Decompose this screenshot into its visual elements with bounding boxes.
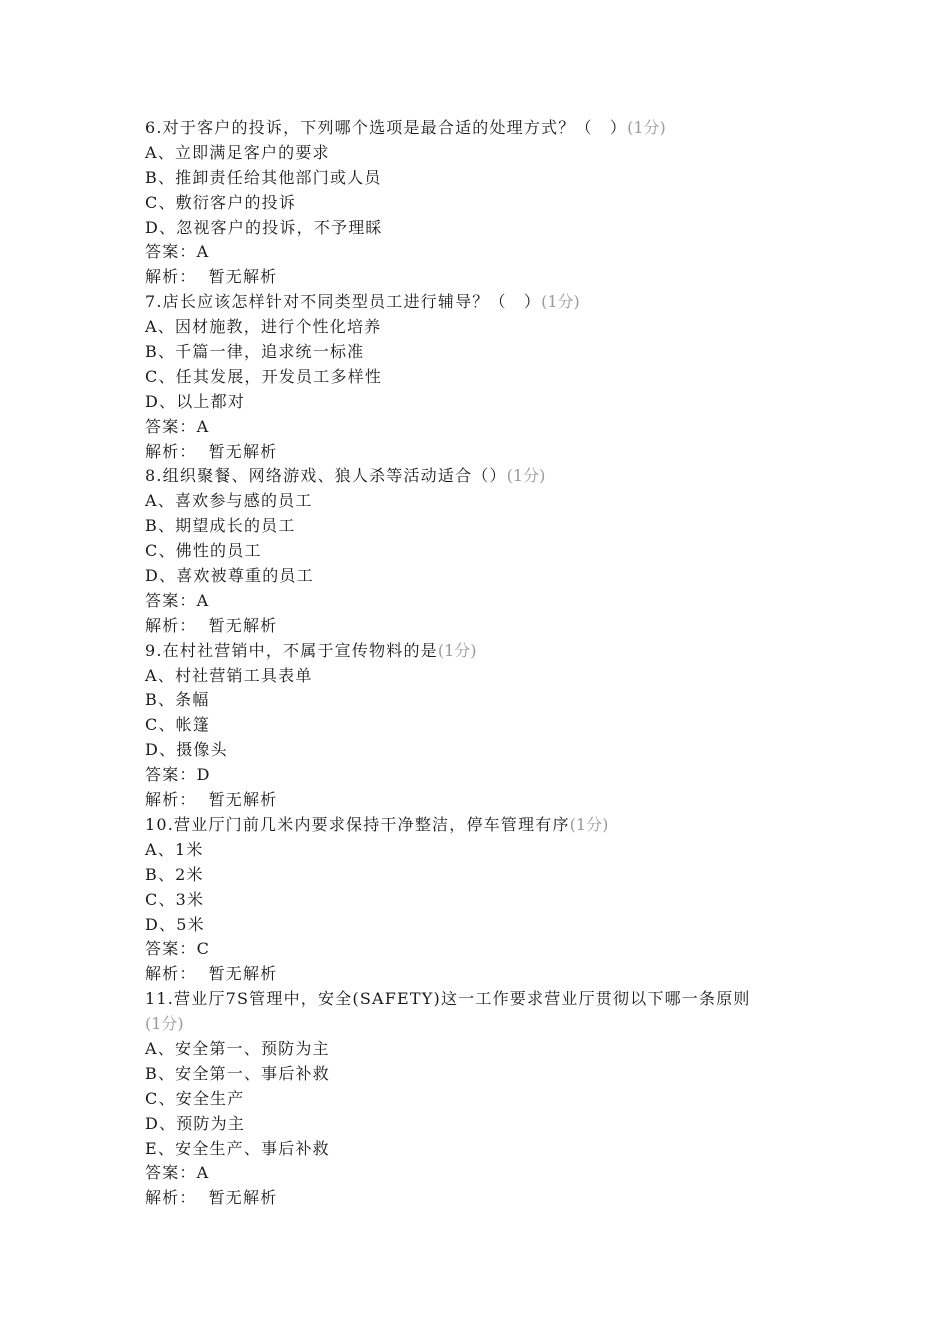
question-stem: 11.营业厅7S管理中，安全(SAFETY)这一工作要求营业厅贯彻以下哪一条原则: [145, 989, 751, 1009]
question-stem: 8.组织聚餐、网络游戏、狼人杀等活动适合（）(1分): [145, 466, 546, 486]
question-score: (1分): [541, 292, 580, 312]
answer-line: 答案：D: [145, 765, 211, 785]
option-a: A、村社营销工具表单: [145, 665, 313, 685]
analysis-value: 暂无解析: [208, 790, 278, 810]
question-score: (1分): [506, 466, 546, 486]
option-c: C、安全生产: [145, 1088, 245, 1108]
option-a: A、安全第一、预防为主: [145, 1038, 330, 1058]
analysis-line: 解析： 暂无解析: [145, 964, 278, 984]
option-b: B、2米: [145, 864, 204, 884]
answer-line: 答案：A: [145, 416, 210, 436]
question-score: (1分): [437, 640, 477, 660]
option-e: E、安全生产、事后补救: [145, 1138, 330, 1158]
analysis-value: 暂无解析: [208, 964, 278, 984]
answer-line: 答案：A: [145, 590, 210, 610]
option-d: D、喜欢被尊重的员工: [145, 566, 314, 586]
answer-line: 答案：A: [145, 242, 210, 262]
question-stem: 10.营业厅门前几米内要求保持干净整洁，停车管理有序(1分): [145, 814, 609, 834]
option-d: D、以上都对: [145, 391, 246, 411]
analysis-value: 暂无解析: [208, 267, 278, 287]
option-a: A、1米: [145, 839, 204, 859]
analysis-line: 解析： 暂无解析: [145, 441, 278, 461]
option-d: D、忽视客户的投诉，不予理睬: [145, 217, 383, 237]
option-c: C、敷衍客户的投诉: [145, 192, 297, 212]
option-c: C、3米: [145, 889, 205, 909]
option-d: D、预防为主: [145, 1113, 246, 1133]
option-a: A、因材施教，进行个性化培养: [145, 317, 382, 337]
answer-value: A: [196, 416, 210, 436]
question-score: (1分): [627, 118, 666, 137]
question-stem: 6.对于客户的投诉，下列哪个选项是最合适的处理方式？（ ）(1分): [145, 118, 666, 137]
option-b: B、条幅: [145, 690, 210, 710]
question-stem: 7.店长应该怎样针对不同类型员工进行辅导？（ ）(1分): [145, 292, 580, 312]
analysis-line: 解析： 暂无解析: [145, 267, 278, 287]
answer-value: A: [196, 1163, 210, 1183]
analysis-line: 解析： 暂无解析: [145, 1188, 278, 1208]
analysis-line: 解析： 暂无解析: [145, 790, 278, 810]
analysis-value: 暂无解析: [208, 441, 278, 461]
option-d: D、5米: [145, 914, 205, 934]
document-page: [145, 116, 845, 1211]
option-d: D、摄像头: [145, 740, 228, 760]
answer-line: 答案：C: [145, 939, 211, 959]
question-block: [145, 290, 845, 464]
analysis-value: 暂无解析: [208, 1188, 278, 1208]
option-c: C、任其发展，开发员工多样性: [145, 366, 383, 386]
question-block: [145, 813, 845, 987]
analysis-value: 暂无解析: [208, 615, 278, 635]
option-c: C、帐篷: [145, 715, 211, 735]
option-a: A、立即满足客户的要求: [145, 142, 330, 162]
option-b: B、安全第一、事后补救: [145, 1063, 330, 1083]
question-score-line: [145, 1012, 845, 1037]
question-block: [145, 116, 845, 290]
question-block: [145, 639, 845, 813]
answer-value: A: [196, 242, 210, 262]
question-block: [145, 987, 845, 1211]
option-a: A、喜欢参与感的员工: [145, 491, 313, 511]
analysis-line: 解析： 暂无解析: [145, 615, 278, 635]
question-block: [145, 464, 845, 638]
answer-value: A: [196, 590, 210, 610]
option-b: B、千篇一律，追求统一标准: [145, 342, 365, 362]
option-b: B、期望成长的员工: [145, 516, 296, 536]
answer-line: 答案：A: [145, 1163, 210, 1183]
answer-value: C: [196, 939, 211, 959]
question-score: (1分): [145, 1014, 184, 1034]
option-b: B、推卸责任给其他部门或人员: [145, 167, 382, 187]
question-score: (1分): [569, 814, 609, 834]
option-c: C、佛性的员工: [145, 541, 262, 561]
answer-value: D: [196, 765, 211, 785]
question-stem: 9.在村社营销中，不属于宣传物料的是(1分): [145, 640, 477, 660]
